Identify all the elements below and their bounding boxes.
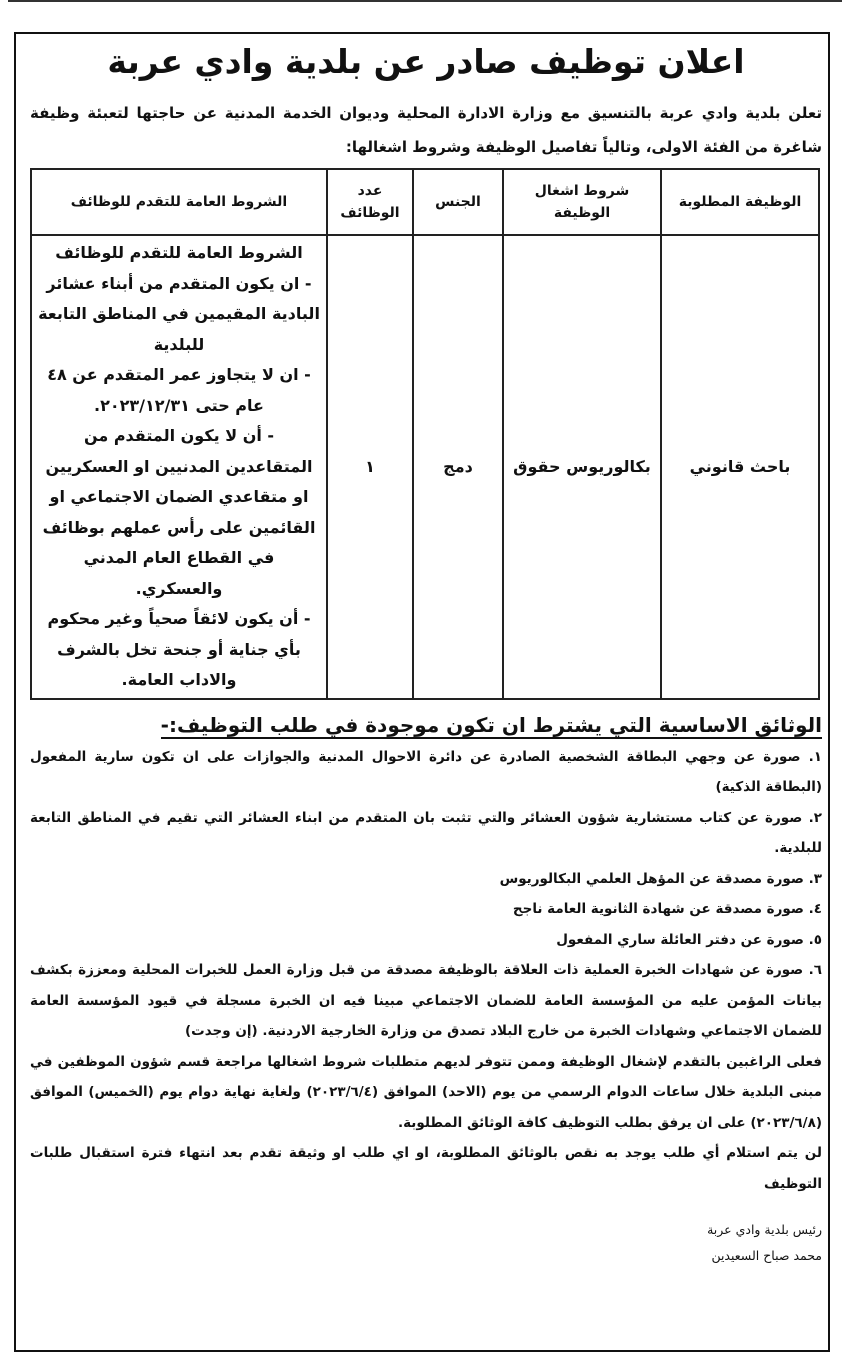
condition-item: - ان يكون المتقدم من أبناء عشائر البادية المقيمين في المناطق التابعة للبلدية <box>38 273 320 354</box>
header-conditions: الشروط العامة للتقدم للوظائف <box>31 169 327 235</box>
cell-conditions <box>31 235 327 699</box>
table-header-row <box>31 169 819 235</box>
signature-name: محمد صباح السعيدين <box>711 1248 822 1263</box>
cell-count: ١ <box>327 235 413 699</box>
documents-title <box>30 710 822 740</box>
cell-gender: دمج <box>413 235 503 699</box>
signature-position: رئيس بلدية وادي عربة <box>707 1222 822 1237</box>
condition-item: - أن يكون لائقاً صحياً وغير محكوم بأي جناية أو جنحة تخل بالشرف والاداب العامة. <box>47 609 311 689</box>
cell-job: باحث قانوني <box>661 235 819 699</box>
document-item: ٥. صورة عن دفتر العائلة ساري المفعول <box>556 931 822 948</box>
document-item: ٦. صورة عن شهادات الخبرة العملية ذات العلاقة بالوظيفة مصدقة من قبل وزارة العمل للخبرات المحلية ومعززة بكشف بيانات المؤمن عليه من المؤسسة العامة للضمان الاجتماعي مبينا فيه ان الخبرة مسجلة في قيود المؤسسة العامة للضمان الاجتماعي وشهادات الخبرة من خارج البلاد تصدق من وزارة الخارجية الاردنية. (إن وجدت) <box>30 962 822 1039</box>
signature-block <box>30 1217 822 1269</box>
header-job: الوظيفة المطلوبة <box>661 169 819 235</box>
document-item: ٢. صورة عن كتاب مستشارية شؤون العشائر والتي تثبت بان المتقدم من ابناء العشائر التي تقيم في المناطق التابعة للبلدية. <box>30 809 822 856</box>
closing-paragraph: فعلى الراغبين بالتقدم لإشغال الوظيفة وممن تتوفر لديهم متطلبات شروط اشغالها مراجعة قسم شؤون الموظفين في مبنى البلدية خلال ساعات الدوام الرسمي من يوم (الاحد) الموافق (٢٠٢٣/٦/٤) ولغاية نهاية دوام يوم (الخميس) الموافق (٢٠٢٣/٦/٨) على ان يرفق بطلب التوظيف كافة الوثائق المطلوبة. <box>30 1053 822 1131</box>
closing-note: لن يتم استلام أي طلب يوجد به نقص بالوثائق المطلوبة، او اي طلب او وثيقة تقدم بعد انتهاء فترة استقبال طلبات التوظيف <box>30 1145 822 1192</box>
header-gender: الجنس <box>413 169 503 235</box>
header-requirements: شروط اشغال الوظيفة <box>503 169 661 235</box>
job-table <box>30 168 820 700</box>
announcement-title: اعلان توظيف صادر عن بلدية وادي عربة <box>107 42 745 81</box>
condition-item: - أن لا يكون المتقدم من المتقاعدين المدنيين او العسكريين او متقاعدي الضمان الاجتماعي او القائمين على رأس عملهم بوظائف في القطاع العام المدني والعسكري. <box>42 426 316 598</box>
condition-item: - ان لا يتجاوز عمر المتقدم عن ٤٨ عام حتى ٢٠٢٣/١٢/٣١. <box>47 365 311 415</box>
condition-heading: الشروط العامة للتقدم للوظائف <box>55 243 303 262</box>
document-item: ٣. صورة مصدقة عن المؤهل العلمي البكالوريوس <box>499 870 822 887</box>
table-row <box>31 235 819 699</box>
header-count: عدد الوظائف <box>327 169 413 235</box>
document-item: ١. صورة عن وجهي البطاقة الشخصية الصادرة عن دائرة الاحوال المدنية والجوازات على ان تكون سارية المفعول (البطاقة الذكية) <box>30 748 822 795</box>
document-item: ٤. صورة مصدقة عن شهادة الثانوية العامة ناجح <box>512 901 822 917</box>
top-divider <box>8 0 842 2</box>
announcement <box>30 38 822 1269</box>
documents-title-text: الوثائق الاساسية التي يشترط ان تكون موجودة في طلب التوظيف:- <box>160 712 822 737</box>
cell-requirements: بكالوريوس حقوق <box>503 235 661 699</box>
intro-paragraph: تعلن بلدية وادي عربة بالتنسيق مع وزارة الادارة المحلية وديوان الخدمة المدنية عن حاجتها لتعبئة وظيفة شاغرة من الفئة الاولى، وتالياً تفاصيل الوظيفة وشروط اشغالها: <box>30 104 822 156</box>
